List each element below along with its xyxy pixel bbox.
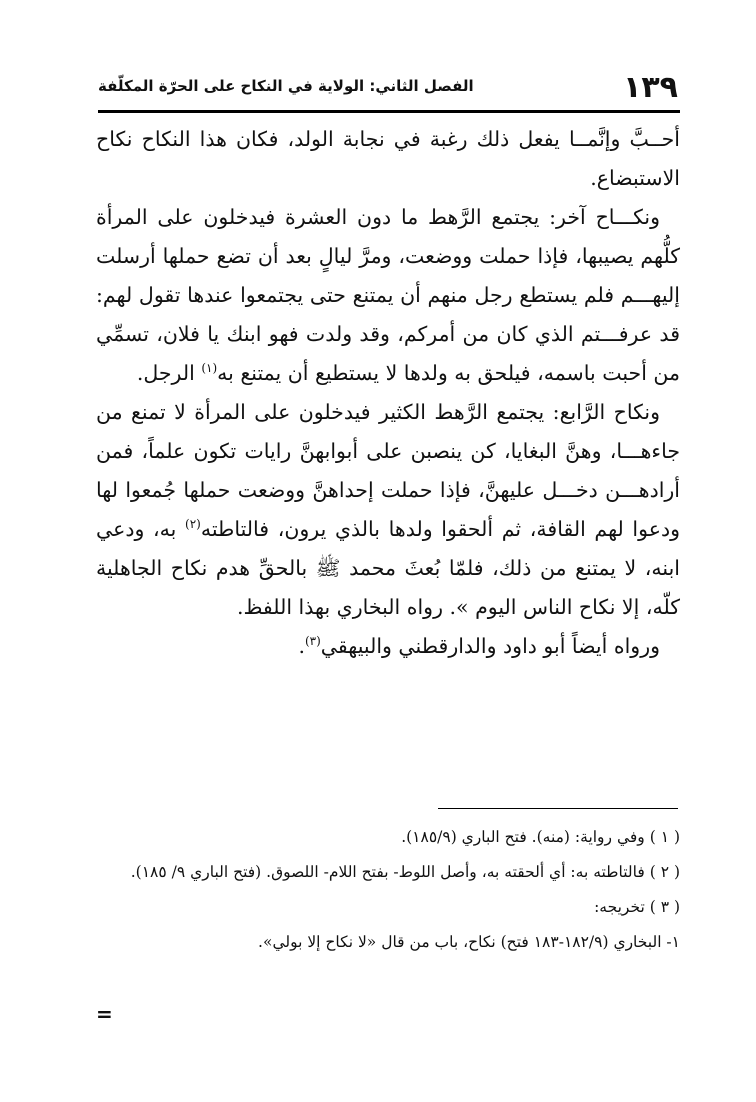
footnotes: [96, 820, 680, 960]
paragraph-4: [96, 627, 680, 666]
paragraph-4-text: ورواه أيضاً أبو داود والدارقطني والبيهقي: [320, 634, 660, 658]
running-title: الفصل الثاني: الولاية في النكاح على الحرّة المكلّفة: [98, 77, 474, 95]
footnote-ref-1: (١): [201, 361, 218, 376]
footnote-ref-2: (٢): [185, 517, 201, 532]
paragraph-3-end: به، ودعي ابنه، لا يمتنع من ذلك، فلمّا بُعثَ محمد ﷺ بالحقِّ هدم نكاح الجاهلية كلّه، إلا نكاح الناس اليوم ». رواه البخاري بهذا اللفظ.: [96, 517, 680, 619]
footnote-ref-3: (٣): [304, 634, 321, 649]
paragraph-2-end: الرجل.: [136, 361, 202, 385]
footnote-divider: [438, 808, 678, 809]
paragraph-2: [96, 198, 680, 393]
footnote-3: ( ٣ ) تخريجه:: [594, 898, 680, 916]
paragraph-4-end: .: [298, 634, 305, 658]
footnote-1: ( ١ ) وفي رواية: (منه). فتح الباري (١٨٥/٩).: [401, 828, 680, 846]
paragraph-3-text: ونكاح الرَّابع: يجتمع الرَّهط الكثير فيدخلون على المرأة لا تمنع من جاءهـــا، وهنَّ البغايا، كن ينصبن على أبوابهنَّ رايات تكون علماً، فمن أرادهـــن دخـــل عليهنَّ، فإذا حملت إحداهنَّ ووضعت حملها جُمعوا لها ودعوا لهم القافة، ثم ألحقوا ولدها بالذي يرون، فالتاطته: [96, 400, 680, 541]
page-number: ١٣٩: [623, 70, 678, 105]
paragraph-1: أحــبَّ وإنَّمــا يفعل ذلك رغبة في نجابة الولد، فكان هذا النكاح نكاح الاستبضاع.: [96, 127, 680, 190]
footnote-3-item-1: ١- البخاري (١٨٢/٩-١٨٣ فتح) نكاح، باب من قال «لا نكاح إلا بولي».: [258, 933, 680, 951]
paragraph-2-text: ونكـــاح آخر: يجتمع الرَّهط ما دون العشرة فيدخلون على المرأة كلُّهم يصيبها، فإذا حملت ووضعت، ومرَّ ليالٍ بعد أن تضع حملها أرسلت إليهـــم فلم يستطع رجل منهم أن يمتنع حتى يجتمعوا عندها تقول لهم: قد عرفـــتم الذي كان من أمركم، وقد ولدت فهو ابنك يا فلان، تسمِّي من أحبت باسمه، فيلحق به ولدها لا يستطيع أن يمتنع به: [96, 205, 680, 385]
continuation-mark: =: [96, 1002, 113, 1026]
main-text: [96, 120, 680, 666]
page-header: [98, 70, 678, 110]
header-divider: [98, 110, 680, 113]
footnote-2: ( ٢ ) فالتاطته به: أي ألحقته به، وأصل اللوط- بفتح اللام- اللصوق. (فتح الباري ٩/ ١٨٥).: [130, 863, 680, 881]
paragraph-3: [96, 393, 680, 627]
